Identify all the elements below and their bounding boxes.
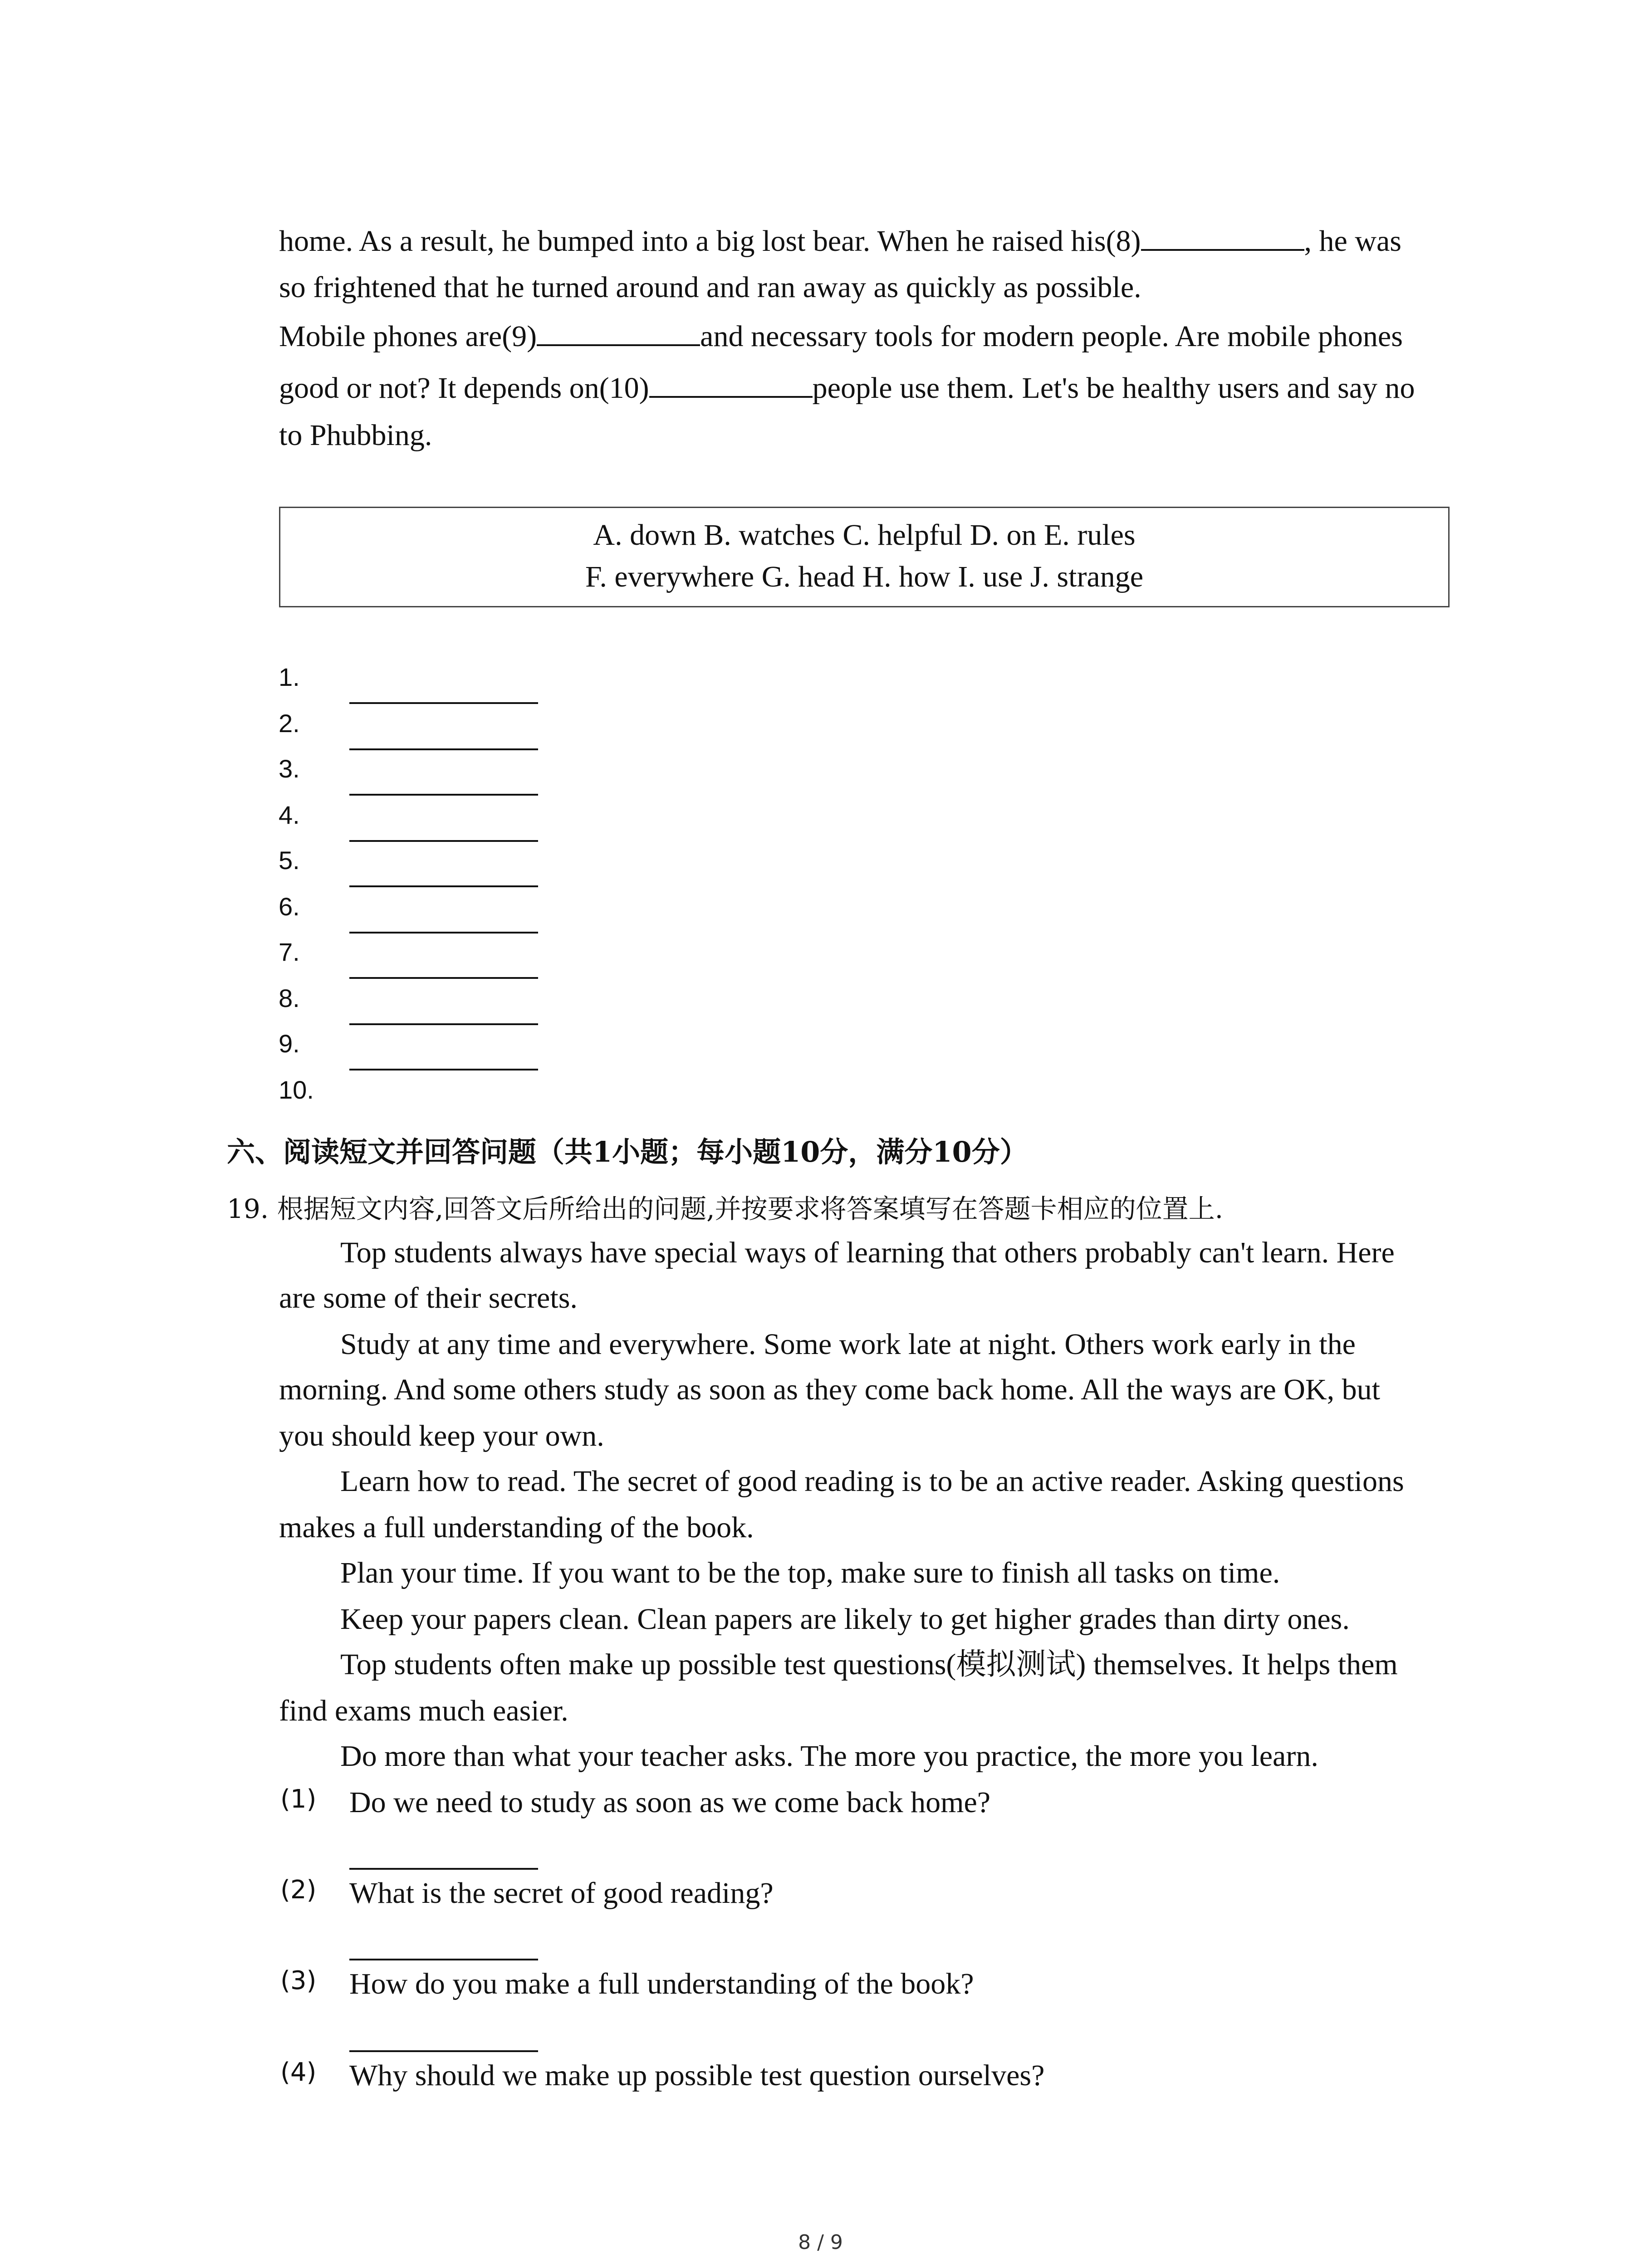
reading-para-line: you should keep your own. [279, 1419, 604, 1452]
answer-number: 1. [279, 663, 300, 691]
passage-text: , he was [1304, 225, 1401, 258]
answer-line-4[interactable] [349, 840, 538, 842]
answer-line-8[interactable] [349, 1023, 538, 1025]
reading-para-line: Learn how to read. The secret of good reading is to be an active reader. Asking questions [340, 1465, 1404, 1498]
answer-line-6[interactable] [349, 932, 538, 934]
reading-para-line: morning. And some others study as soon as they come back home. All the ways are OK, but [279, 1373, 1380, 1406]
options-line-1: A. down B. watches C. helpful D. on E. rules [593, 518, 1136, 552]
sub-question-number: (3) [280, 1966, 317, 1995]
reading-para-line: Keep your papers clean. Clean papers are likely to get higher grades than dirty ones. [340, 1603, 1350, 1636]
sub-question-text: Do we need to study as soon as we come back home? [349, 1786, 991, 1819]
word-options-box [279, 507, 1450, 607]
passage-line-4 [279, 366, 1415, 411]
answer-number: 9. [279, 1029, 300, 1058]
reading-para-line: Plan your time. If you want to be the top, make sure to finish all tasks on time. [340, 1556, 1280, 1589]
sub-question-number: (4) [280, 2058, 317, 2087]
reading-para-line: Study at any time and everywhere. Some work late at night. Others work early in the [340, 1328, 1356, 1361]
sub-question-number: (1) [280, 1784, 317, 1814]
answer-line-3[interactable] [349, 794, 538, 796]
passage-text: and necessary tools for modern people. Are mobile phones [700, 320, 1403, 353]
passage-text: Mobile phones are(9) [279, 320, 537, 353]
question-number: 19. [227, 1193, 269, 1224]
reading-para-line: makes a full understanding of the book. [279, 1511, 754, 1544]
reading-para-line: are some of their secrets. [279, 1281, 578, 1315]
reading-para-line: find exams much easier. [279, 1694, 568, 1727]
sub-question-text: How do you make a full understanding of the book? [349, 1967, 974, 2000]
sub-answer-line-3[interactable] [349, 2050, 538, 2052]
answer-number: 8. [279, 984, 300, 1012]
options-line-2: F. everywhere G. head H. how I. use J. strange [585, 560, 1144, 593]
answer-number: 10. [279, 1075, 314, 1104]
passage-text: home. As a result, he bumped into a big lost bear. When he raised his(8) [279, 225, 1141, 258]
answer-number: 7. [279, 938, 300, 966]
answer-number: 4. [279, 801, 300, 829]
passage-line-3 [279, 314, 1403, 359]
answer-number: 2. [279, 709, 300, 738]
answer-number: 6. [279, 892, 300, 921]
passage-text: people use them. Let's be healthy users and say no [812, 371, 1415, 405]
answer-line-5[interactable] [349, 885, 538, 887]
sub-question-text: What is the secret of good reading? [349, 1877, 774, 1910]
reading-para-line [340, 1642, 1398, 1687]
passage-line-1 [279, 219, 1401, 264]
sub-answer-line-1[interactable] [349, 1868, 538, 1870]
question-19-instruction [227, 1188, 1223, 1226]
sub-question-text: Why should we make up possible test question ourselves? [349, 2059, 1045, 2092]
answer-line-1[interactable] [349, 702, 538, 704]
blank-8[interactable] [1141, 219, 1304, 251]
sub-question-number: (2) [280, 1875, 317, 1905]
reading-para-line: Do more than what your teacher asks. The more you practice, the more you learn. [340, 1740, 1318, 1773]
sub-answer-line-2[interactable] [349, 1959, 538, 1960]
answer-number: 3. [279, 754, 300, 783]
blank-9[interactable] [537, 314, 700, 346]
reading-text: Top students often make up possible test questions(模拟测试) themselves. It helps them [340, 1648, 1398, 1681]
reading-para-line: Top students always have special ways of learning that others probably can't learn. Here [340, 1236, 1395, 1269]
instruction-text: 根据短文内容,回答文后所给出的问题,并按要求将答案填写在答题卡相应的位置上. [277, 1193, 1224, 1224]
passage-text: good or not? It depends on(10) [279, 371, 649, 405]
answer-line-9[interactable] [349, 1069, 538, 1070]
section-heading: 六、阅读短文并回答问题（共1小题；每小题10分，满分10分） [227, 1135, 1028, 1168]
answer-line-2[interactable] [349, 748, 538, 750]
passage-line-5: to Phubbing. [279, 419, 432, 452]
passage-line-2: so frightened that he turned around and ran away as quickly as possible. [279, 271, 1141, 304]
answer-line-7[interactable] [349, 977, 538, 979]
page-number: 8 / 9 [798, 2231, 843, 2254]
answer-number: 5. [279, 846, 300, 875]
blank-10[interactable] [649, 366, 813, 398]
